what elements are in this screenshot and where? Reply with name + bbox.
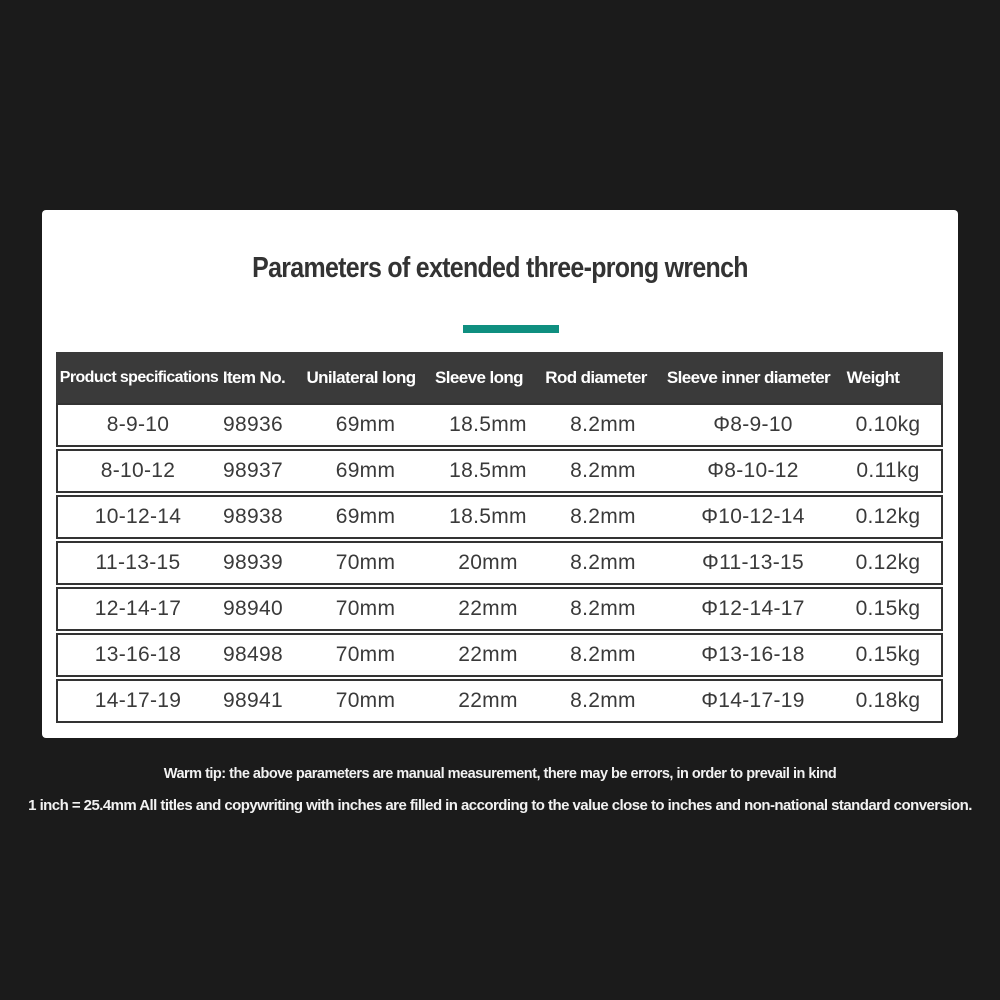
cell-item-no: 98939 bbox=[223, 551, 283, 574]
cell-product-spec: 8-10-12 bbox=[100, 459, 176, 482]
header-sleeve-inner-diameter: Sleeve inner diameter bbox=[666, 368, 831, 387]
cell-sleeve-long: 22mm bbox=[458, 643, 518, 666]
cell-item-no: 98941 bbox=[223, 689, 283, 712]
cell-unilateral-long: 69mm bbox=[335, 413, 396, 436]
cell-sleeve-inner-diameter: Φ13-16-18 bbox=[701, 643, 805, 666]
cell-weight: 0.11kg bbox=[856, 459, 920, 482]
cell-weight: 0.15kg bbox=[855, 643, 921, 666]
cell-item-no: 98498 bbox=[223, 643, 283, 666]
cell-product-spec: 14-17-19 bbox=[94, 689, 182, 712]
warm-tip-note: Warm tip: the above parameters are manual measurement, there may be errors, in order to prevail in kind bbox=[163, 766, 837, 782]
cell-unilateral-long: 70mm bbox=[335, 689, 396, 712]
cell-rod-diameter: 8.2mm bbox=[570, 643, 636, 666]
cell-sleeve-long: 18.5mm bbox=[449, 459, 527, 482]
cell-product-spec: 10-12-14 bbox=[94, 505, 182, 528]
header-rod-diameter: Rod diameter bbox=[545, 368, 647, 387]
cell-rod-diameter: 8.2mm bbox=[570, 505, 636, 528]
cell-sleeve-long: 22mm bbox=[458, 689, 518, 712]
table-row bbox=[56, 495, 943, 539]
cell-weight: 0.12kg bbox=[855, 505, 921, 528]
cell-sleeve-long: 18.5mm bbox=[449, 505, 527, 528]
cell-product-spec: 8-9-10 bbox=[106, 413, 170, 436]
cell-item-no: 98937 bbox=[223, 459, 283, 482]
table-row bbox=[56, 679, 943, 723]
cell-product-spec: 12-14-17 bbox=[94, 597, 182, 620]
cell-sleeve-long: 22mm bbox=[458, 597, 518, 620]
header-unilateral-long: Unilateral long bbox=[306, 368, 416, 387]
cell-item-no: 98938 bbox=[223, 505, 283, 528]
header-weight: Weight bbox=[846, 368, 900, 387]
header-product-specifications: Product specifications bbox=[59, 369, 219, 386]
page-title: Parameters of extended three-prong wrench bbox=[252, 252, 748, 284]
cell-product-spec: 11-13-15 bbox=[95, 551, 181, 574]
cell-sleeve-long: 18.5mm bbox=[449, 413, 527, 436]
header-item-no: Item No. bbox=[222, 368, 286, 387]
table-header bbox=[56, 352, 943, 403]
table-row bbox=[56, 633, 943, 677]
table-body bbox=[56, 403, 943, 725]
cell-rod-diameter: 8.2mm bbox=[570, 689, 636, 712]
cell-unilateral-long: 70mm bbox=[335, 597, 396, 620]
table-row bbox=[56, 587, 943, 631]
cell-product-spec: 13-16-18 bbox=[94, 643, 182, 666]
cell-rod-diameter: 8.2mm bbox=[570, 597, 636, 620]
cell-sleeve-inner-diameter: Φ10-12-14 bbox=[701, 505, 805, 528]
conversion-note: 1 inch = 25.4mm All titles and copywriting with inches are filled in according to the value close to inches and non-national standard conversion. bbox=[28, 797, 972, 814]
cell-rod-diameter: 8.2mm bbox=[570, 413, 636, 436]
cell-item-no: 98940 bbox=[223, 597, 283, 620]
cell-sleeve-inner-diameter: Φ8-10-12 bbox=[707, 459, 799, 482]
table-row bbox=[56, 403, 943, 447]
cell-weight: 0.10kg bbox=[855, 413, 921, 436]
cell-unilateral-long: 70mm bbox=[335, 643, 396, 666]
cell-weight: 0.15kg bbox=[855, 597, 921, 620]
table-row bbox=[56, 449, 943, 493]
cell-sleeve-inner-diameter: Φ14-17-19 bbox=[701, 689, 805, 712]
cell-item-no: 98936 bbox=[223, 413, 283, 436]
cell-sleeve-long: 20mm bbox=[458, 551, 518, 574]
cell-sleeve-inner-diameter: Φ12-14-17 bbox=[701, 597, 805, 620]
cell-unilateral-long: 70mm bbox=[335, 551, 396, 574]
cell-weight: 0.18kg bbox=[855, 689, 921, 712]
table-row bbox=[56, 541, 943, 585]
cell-sleeve-inner-diameter: Φ11-13-15 bbox=[702, 551, 804, 574]
cell-weight: 0.12kg bbox=[855, 551, 921, 574]
cell-unilateral-long: 69mm bbox=[335, 505, 396, 528]
title-accent-bar bbox=[463, 325, 559, 333]
cell-rod-diameter: 8.2mm bbox=[570, 551, 636, 574]
cell-unilateral-long: 69mm bbox=[335, 459, 396, 482]
cell-rod-diameter: 8.2mm bbox=[570, 459, 636, 482]
cell-sleeve-inner-diameter: Φ8-9-10 bbox=[713, 413, 793, 436]
header-sleeve-long: Sleeve long bbox=[435, 368, 523, 387]
